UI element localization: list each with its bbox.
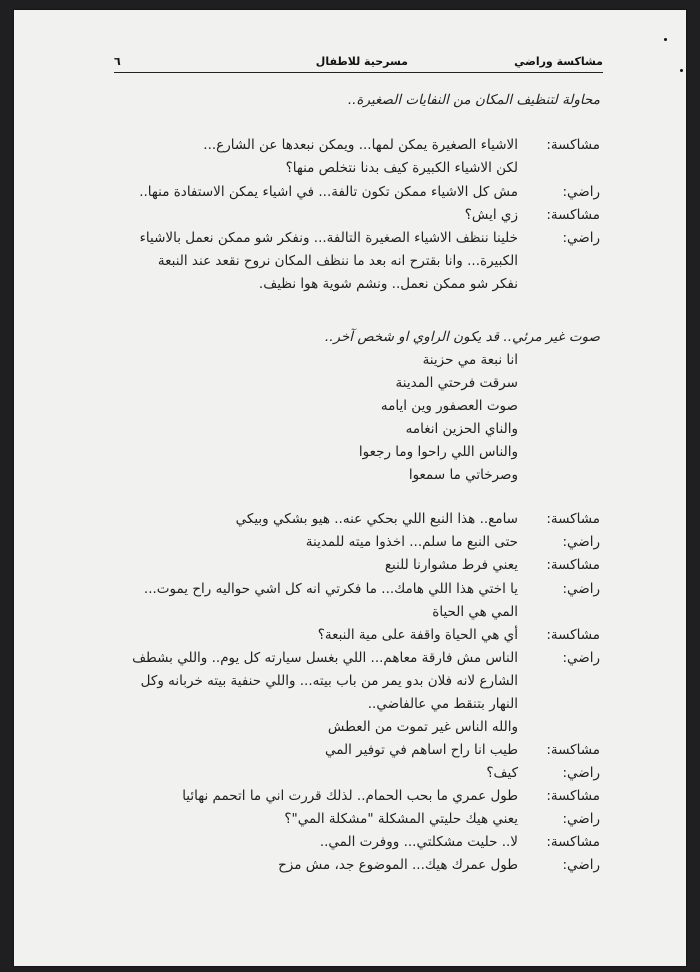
header-subtitle: مسرحية للاطفال bbox=[315, 55, 408, 68]
song-line: وصرخاتي ما سمعوا bbox=[408, 467, 518, 483]
song-line: والناس اللي راحوا وما رجعوا bbox=[358, 444, 518, 460]
dialogue-line: حتى النبع ما سلم... اخذوا ميته للمدينة bbox=[305, 534, 518, 550]
dialogue-line: نفكر شو ممكن نعمل.. ونشم شوية هوا نظيف. bbox=[258, 276, 518, 292]
dialogue-line: سامع.. هذا النبع اللي بحكي عنه.. هيو بشكي وبيكي bbox=[235, 511, 518, 527]
dialogue-line: مش كل الاشياء ممكن تكون تالفة... في اشياء يمكن الاستفادة منها.. bbox=[139, 184, 518, 200]
speaker-label: مشاكسة: bbox=[546, 627, 600, 643]
dialogue-line: يعني فرط مشوارنا للنبع bbox=[384, 557, 518, 573]
punch-mark bbox=[664, 38, 667, 41]
speaker-label: راضي: bbox=[562, 857, 600, 873]
speaker-label: راضي: bbox=[562, 230, 600, 246]
speaker-label: مشاكسة: bbox=[546, 207, 600, 223]
dialogue-line: المي هي الحياة bbox=[432, 604, 518, 620]
dialogue-line: الشارع لانه فلان بدو يمر من باب بيته... واللي حنفية بيته خربانه وكل bbox=[140, 673, 518, 689]
song-line: والناي الحزين انغامه bbox=[405, 421, 518, 437]
dialogue-line: النهار بتنقط مي عالفاضي.. bbox=[367, 696, 518, 712]
dialogue-line: لا.. حليت مشكلتي... ووفرت المي.. bbox=[319, 834, 518, 850]
stage-direction: محاولة لتنظيف المكان من النفايات الصغيرة.. bbox=[347, 92, 600, 108]
dialogue-line: والله الناس غير تموت من العطش bbox=[327, 719, 518, 735]
speaker-label: مشاكسة: bbox=[546, 742, 600, 758]
dialogue-line: الاشياء الصغيرة يمكن لمها... ويمكن نبعدها عن الشارع... bbox=[203, 137, 518, 153]
speaker-label: راضي: bbox=[562, 184, 600, 200]
header-title: مشاكسة وراضي bbox=[514, 55, 603, 68]
dialogue-line: أي هي الحياة واقفة على مية النبعة؟ bbox=[317, 627, 518, 643]
punch-mark bbox=[680, 69, 683, 72]
speaker-label: راضي: bbox=[562, 765, 600, 781]
song-line: سرقت فرحتي المدينة bbox=[395, 375, 518, 391]
dialogue-line: الناس مش فارقة معاهم... اللي بغسل سيارته كل يوم.. واللي بشطف bbox=[132, 650, 518, 666]
page-number: ٦ bbox=[114, 55, 121, 68]
song-line: صوت العصفور وين ايامه bbox=[380, 398, 518, 414]
speaker-label: مشاكسة: bbox=[546, 137, 600, 153]
stage-direction: صوت غير مرئي.. قد يكون الراوي او شخص آخر.. bbox=[324, 329, 600, 345]
dialogue-line: يا اختي هذا اللي هامك... ما فكرتي انه كل اشي حواليه راح يموت... bbox=[143, 581, 518, 597]
document-page bbox=[14, 10, 686, 966]
speaker-label: مشاكسة: bbox=[546, 511, 600, 527]
dialogue-line: طيب انا راح اساهم في توفير المي bbox=[324, 742, 518, 758]
dialogue-line: كيف؟ bbox=[486, 765, 518, 781]
speaker-label: راضي: bbox=[562, 581, 600, 597]
dialogue-line: طول عمرك هيك... الموضوع جد، مش مزح bbox=[278, 857, 518, 873]
speaker-label: مشاكسة: bbox=[546, 788, 600, 804]
song-line: انا نبعة مي حزينة bbox=[422, 352, 518, 368]
dialogue-line: زي ايش؟ bbox=[464, 207, 518, 223]
speaker-label: راضي: bbox=[562, 534, 600, 550]
dialogue-line: لكن الاشياء الكبيرة كيف بدنا نتخلص منها؟ bbox=[285, 160, 518, 176]
speaker-label: راضي: bbox=[562, 650, 600, 666]
dialogue-line: يعني هيك حليتي المشكلة "مشكلة المي"؟ bbox=[284, 811, 518, 827]
dialogue-line: خلينا ننظف الاشياء الصغيرة التالفة... ونفكر شو ممكن نعمل بالاشياء bbox=[139, 230, 518, 246]
speaker-label: مشاكسة: bbox=[546, 834, 600, 850]
speaker-label: مشاكسة: bbox=[546, 557, 600, 573]
speaker-label: راضي: bbox=[562, 811, 600, 827]
dialogue-line: طول عمري ما بحب الحمام.. لذلك قررت اني ما اتحمم نهائيا bbox=[182, 788, 518, 804]
dialogue-line: الكبيرة... وانا بقترح انه بعد ما ننظف المكان نروح نقعد عند النبعة bbox=[157, 253, 518, 269]
page-header bbox=[114, 52, 603, 73]
